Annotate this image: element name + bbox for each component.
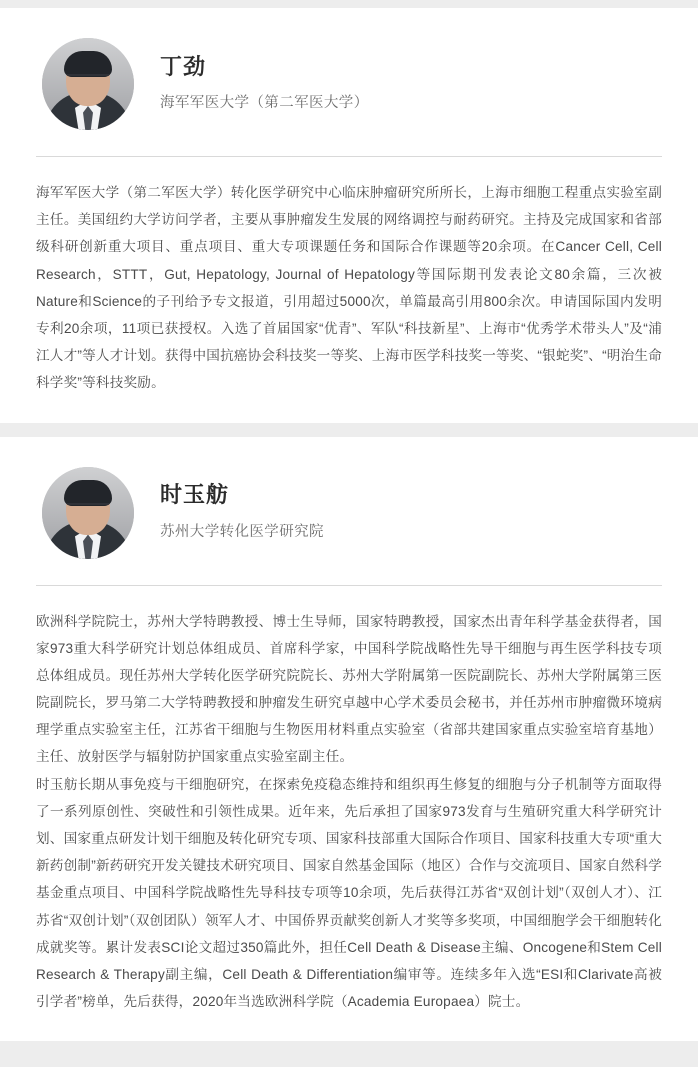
portrait-avatar-icon: [42, 467, 134, 559]
person-name: 丁劲: [160, 53, 207, 79]
person-bio: [36, 608, 662, 1016]
person-affiliation: 海军军医大学（第二军医大学）: [160, 95, 369, 112]
profile-name-block: [160, 53, 369, 116]
person-bio: [36, 179, 662, 397]
section-divider: [36, 585, 662, 586]
profile-card: [0, 437, 698, 1042]
profile-header: [28, 38, 670, 130]
bio-paragraph: 欧洲科学院院士，苏州大学特聘教授、博士生导师，国家特聘教授，国家杰出青年科学基金获得者，国家973重大科学研究计划总体组成员、首席科学家，中国科学院战略性先导干细胞与再生医学科技专项总体组成员。现任苏州大学转化医学研究院院长、苏州大学附属第一医院副院长、苏州大学附属第三医院副院长，罗马第二大学特聘教授和肿瘤发生研究卓越中心学术委员会秘书，并任苏州市肿瘤微环境病理学重点实验室主任，江苏省干细胞与生物医用材料重点实验室（省部共建国家重点实验室培育基地）主任、放射医学与辐射防护国家重点实验室副主任。: [36, 613, 662, 765]
profile-name-block: [160, 481, 324, 544]
section-divider: [36, 156, 662, 157]
portrait-avatar-icon: [42, 38, 134, 130]
bio-paragraph: 时玉舫长期从事免疫与干细胞研究，在探索免疫稳态维持和组织再生修复的细胞与分子机制等方面取得了一系列原创性、突破性和引领性成果。近年来，先后承担了国家973发育与生殖研究重大科学研究计划、国家重点研发计划干细胞及转化研究专项、国家科技部重大国际合作项目、国家科技重大专项“重大新药创制”新药研究开发关键技术研究项目、国家自然基金国际（地区）合作与交流项目、国家自然科学基金重点项目、中国科学院战略性先导科技专项等10余项，先后获得江苏省“双创计划”（双创人才）、江苏省“双创计划”（双创团队）领军人才、中国侨界贡献奖创新人才奖等多奖项，中国细胞学会干细胞转化成就奖等。累计发表SCI论文超过350篇此外，担任Cell Death & Disease主编、Oncogene和Stem Cell Research & Therapy副主编，Cell Death & Differentiation编审等。连续多年入选“ESI和Clarivate高被引学者”榜单，先后获得，2020年当选欧洲科学院（Academia Europaea）院士。: [36, 776, 662, 1010]
bio-paragraph: 海军军医大学（第二军医大学）转化医学研究中心临床肿瘤研究所所长，上海市细胞工程重点实验室副主任。美国纽约大学访问学者，主要从事肿瘤发生发展的网络调控与耐药研究。主持及完成国家和省部级科研创新重大项目、重点项目、重大专项课题任务和国际合作课题等20余项。在Cancer Cell, Cell Research，STTT，Gut, Hepatology, Journal of Hepatology等国际期刊发表论文80余篇，三次被Nature和Science的子刊给予专文报道，引用超过5000次，单篇最高引用800余次。申请国际国内发明专利20余项，11项已获授权。入选了首届国家“优青”、军队“科技新星”、上海市“优秀学术带头人”及“浦江人才”等人才计划。获得中国抗癌协会科技奖一等奖、上海市医学科技奖一等奖、“银蛇奖”、“明治生命科学奖”等科技奖励。: [36, 185, 662, 391]
person-name: 时玉舫: [160, 482, 230, 508]
person-affiliation: 苏州大学转化医学研究院: [160, 523, 324, 540]
profile-card: [0, 8, 698, 423]
profile-header: [28, 467, 670, 559]
